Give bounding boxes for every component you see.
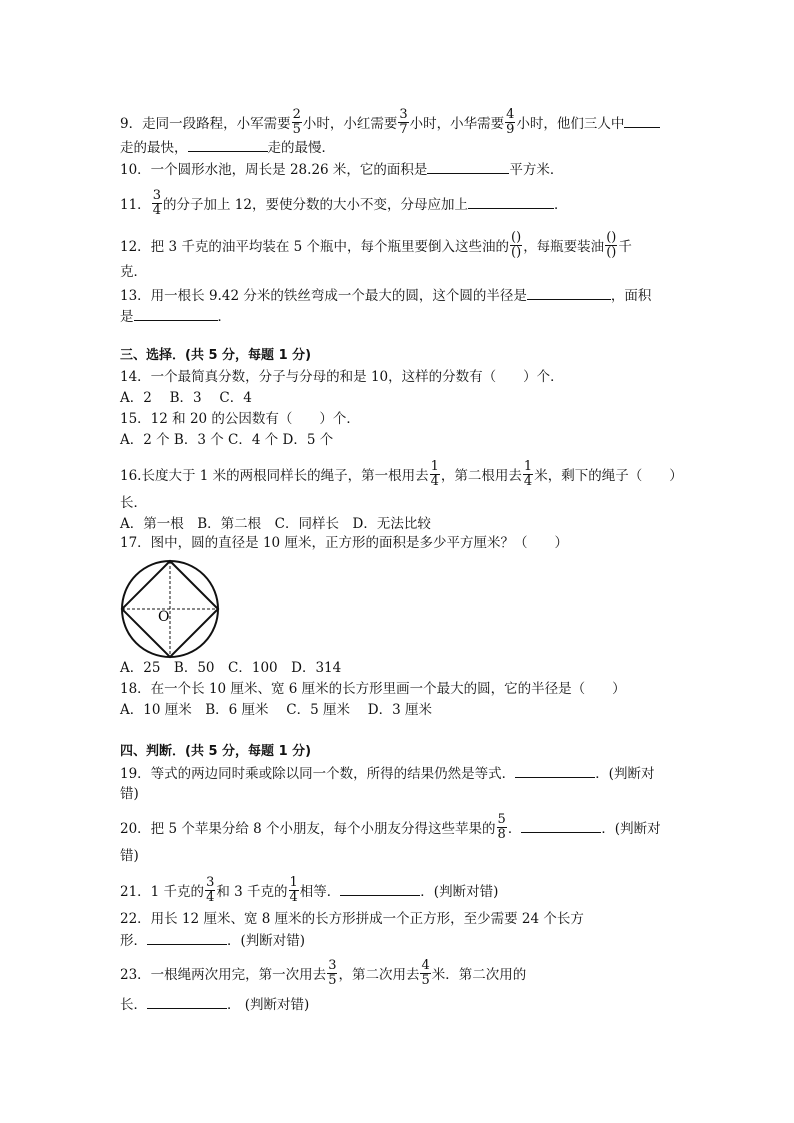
q12-fraction-2: $\frac{()}{()}$ bbox=[606, 230, 617, 260]
q23-fraction-1: $\frac{3}{5}$ bbox=[328, 958, 337, 988]
question-23-line-1: 23．一根绳两次用完，第一次用去 $\frac{3}{5}$ ，第二次用去 $\frac{4}{5}$ 米．第二次用的 bbox=[120, 958, 527, 988]
q9-text-a: 9．走同一段路程，小军需要 bbox=[120, 116, 291, 132]
answer-blank[interactable] bbox=[134, 307, 218, 321]
question-13-line-2: 是 ． bbox=[120, 309, 231, 325]
question-9-line-2: 走的最快， 走的最慢． bbox=[120, 140, 335, 156]
question-14: 14．一个最简真分数，分子与分母的和是 10，这样的分数有（ ）个． bbox=[120, 369, 564, 385]
question-10: 10．一个圆形水池，周长是 28.26 米，它的面积是 平方米． bbox=[120, 162, 564, 178]
question-16-line-2: 长． bbox=[120, 495, 147, 511]
q23-fraction-2: $\frac{4}{5}$ bbox=[421, 958, 430, 988]
question-12-line-1: 12．把 3 千克的油平均装在 5 个瓶中，每个瓶里要倒入这些油的 $\frac{()}{()}$ ，每瓶要装油 $\frac{()}{()}$ 千 bbox=[120, 230, 632, 260]
question-15: 15．12 和 20 的公因数有（ ）个． bbox=[120, 411, 360, 427]
q9-fraction-3: $\frac{4}{9}$ bbox=[506, 107, 515, 137]
question-23-line-2: 长． ． (判断对错) bbox=[120, 997, 310, 1013]
answer-blank[interactable] bbox=[468, 195, 554, 209]
center-label: O bbox=[158, 609, 170, 625]
question-13-line-1: 13．用一根长 9.42 分米的铁丝弯成一个最大的圆，这个圆的半径是 ，面积 bbox=[120, 288, 652, 304]
question-16-line-1: 16.长度大于 1 米的两根同样长的绳子，第一根用去 $\frac{1}{4}$ ，第二根用去 $\frac{1}{4}$ 米，剩下的绳子（ ） bbox=[120, 459, 683, 489]
answer-blank[interactable] bbox=[188, 138, 268, 152]
question-19-line-1: 19．等式的两边同时乘或除以同一个数，所得的结果仍然是等式． ．(判断对 bbox=[120, 766, 655, 782]
question-11: 11． $\frac{3}{4}$ 的分子加上 12，要使分数的大小不变，分母应加上 ． bbox=[120, 188, 568, 218]
question-12-line-2: 克． bbox=[120, 264, 147, 280]
question-17-options: A．25 B．50 C．100 D．314 bbox=[120, 660, 342, 676]
question-19-line-2: 错) bbox=[120, 786, 139, 802]
q16-fraction-2: $\frac{1}{4}$ bbox=[523, 459, 533, 489]
answer-blank[interactable] bbox=[427, 160, 509, 174]
answer-blank[interactable] bbox=[147, 931, 227, 945]
section-3-heading: 三、选择．(共 5 分，每题 1 分) bbox=[120, 348, 312, 363]
question-17: 17．图中，圆的直径是 10 厘米，正方形的面积是多少平方厘米？（ ） bbox=[120, 535, 568, 551]
q12-fraction-1: $\frac{()}{()}$ bbox=[511, 230, 522, 260]
question-22-line-2: 形． ．(判断对错) bbox=[120, 933, 306, 949]
answer-blank[interactable] bbox=[521, 819, 601, 833]
q9-fraction-2: $\frac{3}{7}$ bbox=[399, 107, 408, 137]
q21-fraction-2: $\frac{1}{4}$ bbox=[289, 875, 298, 905]
question-22-line-1: 22．用长 12 厘米、宽 8 厘米的长方形拼成一个正方形，至少需要 24 个长方 bbox=[120, 911, 584, 927]
q16-fraction-1: $\frac{1}{4}$ bbox=[430, 459, 439, 489]
answer-blank[interactable] bbox=[527, 286, 611, 300]
question-20-line-2: 错) bbox=[120, 848, 139, 864]
question-14-options: A．2 B．3 C．4 bbox=[120, 390, 252, 406]
q11-fraction: $\frac{3}{4}$ bbox=[152, 188, 161, 218]
question-20-line-1: 20．把 5 个苹果分给 8 个小朋友，每个小朋友分得这些苹果的 $\frac{5}{8}$ ． ．(判断对 bbox=[120, 812, 661, 842]
answer-blank[interactable] bbox=[624, 114, 660, 128]
q9-fraction-1: $\frac{2}{5}$ bbox=[292, 107, 301, 137]
question-9-line-1: 9．走同一段路程，小军需要 $\frac{2}{5}$ 小时，小红需要 $\frac{3}{7}$ 小时，小华需要 $\frac{4}{9}$ 小时，他们三人中 bbox=[120, 110, 660, 139]
section-4-heading: 四、判断．(共 5 分，每题 1 分) bbox=[120, 744, 312, 759]
question-16-options: A．第一根 B．第二根 C．同样长 D．无法比较 bbox=[120, 516, 431, 532]
question-21: 21．1 千克的 $\frac{3}{4}$ 和 3 千克的 $\frac{1}{4}$ 相等． ．(判断对错) bbox=[120, 875, 499, 905]
answer-blank[interactable] bbox=[147, 995, 227, 1009]
circle-square-figure bbox=[118, 557, 222, 659]
question-18: 18．在一个长 10 厘米、宽 6 厘米的长方形里画一个最大的圆，它的半径是（ ） bbox=[120, 681, 626, 697]
answer-blank[interactable] bbox=[515, 764, 595, 778]
question-15-options: A．2 个 B．3 个 C．4 个 D．5 个 bbox=[120, 432, 334, 448]
q21-fraction-1: $\frac{3}{4}$ bbox=[206, 875, 215, 905]
q20-fraction: $\frac{5}{8}$ bbox=[497, 812, 506, 842]
question-18-options: A．10 厘米 B．6 厘米 C．5 厘米 D．3 厘米 bbox=[120, 702, 433, 718]
answer-blank[interactable] bbox=[340, 882, 420, 896]
